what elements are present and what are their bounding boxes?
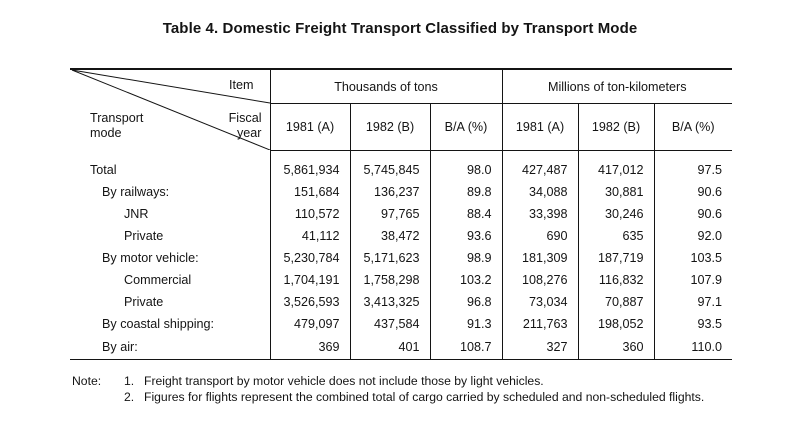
table-cell: 92.0 [654, 225, 732, 247]
table-cell: 211,763 [502, 313, 578, 335]
table-cell: 107.9 [654, 269, 732, 291]
table-cell: 360 [578, 335, 654, 360]
table-cell: 108,276 [502, 269, 578, 291]
stub-fiscal-line2: year [237, 126, 262, 140]
table-cell: 90.6 [654, 203, 732, 225]
table-row [70, 291, 732, 313]
table-cell: 3,526,593 [270, 291, 350, 313]
stub-fiscal-year-label [229, 111, 262, 141]
row-label: Private [124, 295, 164, 309]
table-row [70, 313, 732, 335]
table-cell: 110.0 [654, 335, 732, 360]
table-cell: 91.3 [430, 313, 502, 335]
table-cell: 401 [350, 335, 430, 360]
table-cell: 369 [270, 335, 350, 360]
table-cell: 635 [578, 225, 654, 247]
col-header-tonkm-1981: 1981 (A) [502, 104, 578, 151]
note-text: Figures for flights represent the combined total of cargo carried by scheduled and non-scheduled flights. [144, 389, 705, 404]
header-row-groups [70, 69, 732, 104]
group-header-tons: Thousands of tons [270, 69, 502, 104]
table-cell: 427,487 [502, 151, 578, 182]
table-row [70, 151, 732, 182]
table-row [70, 335, 732, 360]
table-cell: 89.8 [430, 181, 502, 203]
table-cell: 437,584 [350, 313, 430, 335]
stub-header [70, 69, 270, 151]
note-item-2 [124, 390, 744, 406]
table-cell: 98.9 [430, 247, 502, 269]
col-header-tonkm-1982: 1982 (B) [578, 104, 654, 151]
row-label: By motor vehicle: [102, 251, 199, 265]
table-cell: 96.8 [430, 291, 502, 313]
table-cell: 3,413,325 [350, 291, 430, 313]
row-label: By air: [70, 335, 270, 360]
note-label: Note: [72, 374, 102, 388]
table-row [70, 225, 732, 247]
table-cell: 417,012 [578, 151, 654, 182]
table-cell: 198,052 [578, 313, 654, 335]
table-cell: 34,088 [502, 181, 578, 203]
table-cell: 136,237 [350, 181, 430, 203]
table-cell: 88.4 [430, 203, 502, 225]
table-cell: 90.6 [654, 181, 732, 203]
table-cell: 5,171,623 [350, 247, 430, 269]
col-header-tons-ratio: B/A (%) [430, 104, 502, 151]
table-cell: 181,309 [502, 247, 578, 269]
table-cell: 97,765 [350, 203, 430, 225]
row-label: Commercial [124, 273, 192, 287]
table-cell: 5,745,845 [350, 151, 430, 182]
note-number: 1. [124, 374, 135, 388]
stub-mode-line2: mode [90, 126, 122, 140]
table-cell: 108.7 [430, 335, 502, 360]
row-label: Total [90, 162, 117, 177]
table-title: Table 4. Domestic Freight Transport Classified by Transport Mode [162, 20, 638, 37]
col-header-tons-1982: 1982 (B) [350, 104, 430, 151]
note-number: 2. [124, 389, 135, 404]
table-row [70, 247, 732, 269]
table-cell: 1,704,191 [270, 269, 350, 291]
table-cell: 151,684 [270, 181, 350, 203]
row-label: Private [124, 229, 164, 243]
table-cell: 70,887 [578, 291, 654, 313]
table-cell: 33,398 [502, 203, 578, 225]
col-header-tons-1981: 1981 (A) [270, 104, 350, 151]
table-row [70, 181, 732, 203]
table-cell: 103.2 [430, 269, 502, 291]
table-cell: 103.5 [654, 247, 732, 269]
group-header-ton-km: Millions of ton-kilometers [502, 69, 732, 104]
table-cell: 5,861,934 [270, 151, 350, 182]
table-cell: 38,472 [350, 225, 430, 247]
table-cell: 93.5 [654, 313, 732, 335]
stub-transport-mode-label [90, 111, 143, 141]
table-row [70, 203, 732, 225]
table-cell: 41,112 [270, 225, 350, 247]
table-cell: 690 [502, 225, 578, 247]
table-cell: 93.6 [430, 225, 502, 247]
note-item-1 [124, 374, 744, 390]
stub-mode-line1: Transport [90, 111, 144, 125]
freight-table [70, 68, 732, 360]
table-cell: 73,034 [502, 291, 578, 313]
table-cell: 479,097 [270, 313, 350, 335]
row-label: JNR [124, 207, 149, 221]
table-cell: 97.5 [654, 151, 732, 182]
col-header-tonkm-ratio: B/A (%) [654, 104, 732, 151]
row-label: By railways: [102, 185, 170, 199]
table-cell: 116,832 [578, 269, 654, 291]
table-cell: 1,758,298 [350, 269, 430, 291]
row-label: By coastal shipping: [102, 317, 215, 331]
table-cell: 97.1 [654, 291, 732, 313]
table-cell: 110,572 [270, 203, 350, 225]
table-cell: 30,881 [578, 181, 654, 203]
table-row [70, 269, 732, 291]
table-cell: 327 [502, 335, 578, 360]
table-cell: 187,719 [578, 247, 654, 269]
stub-item-label: Item [229, 78, 254, 92]
stub-fiscal-line1: Fiscal [228, 111, 262, 125]
table-cell: 98.0 [430, 151, 502, 182]
table-cell: 5,230,784 [270, 247, 350, 269]
note-text: Freight transport by motor vehicle does not include those by light vehicles. [144, 374, 544, 388]
table-cell: 30,246 [578, 203, 654, 225]
